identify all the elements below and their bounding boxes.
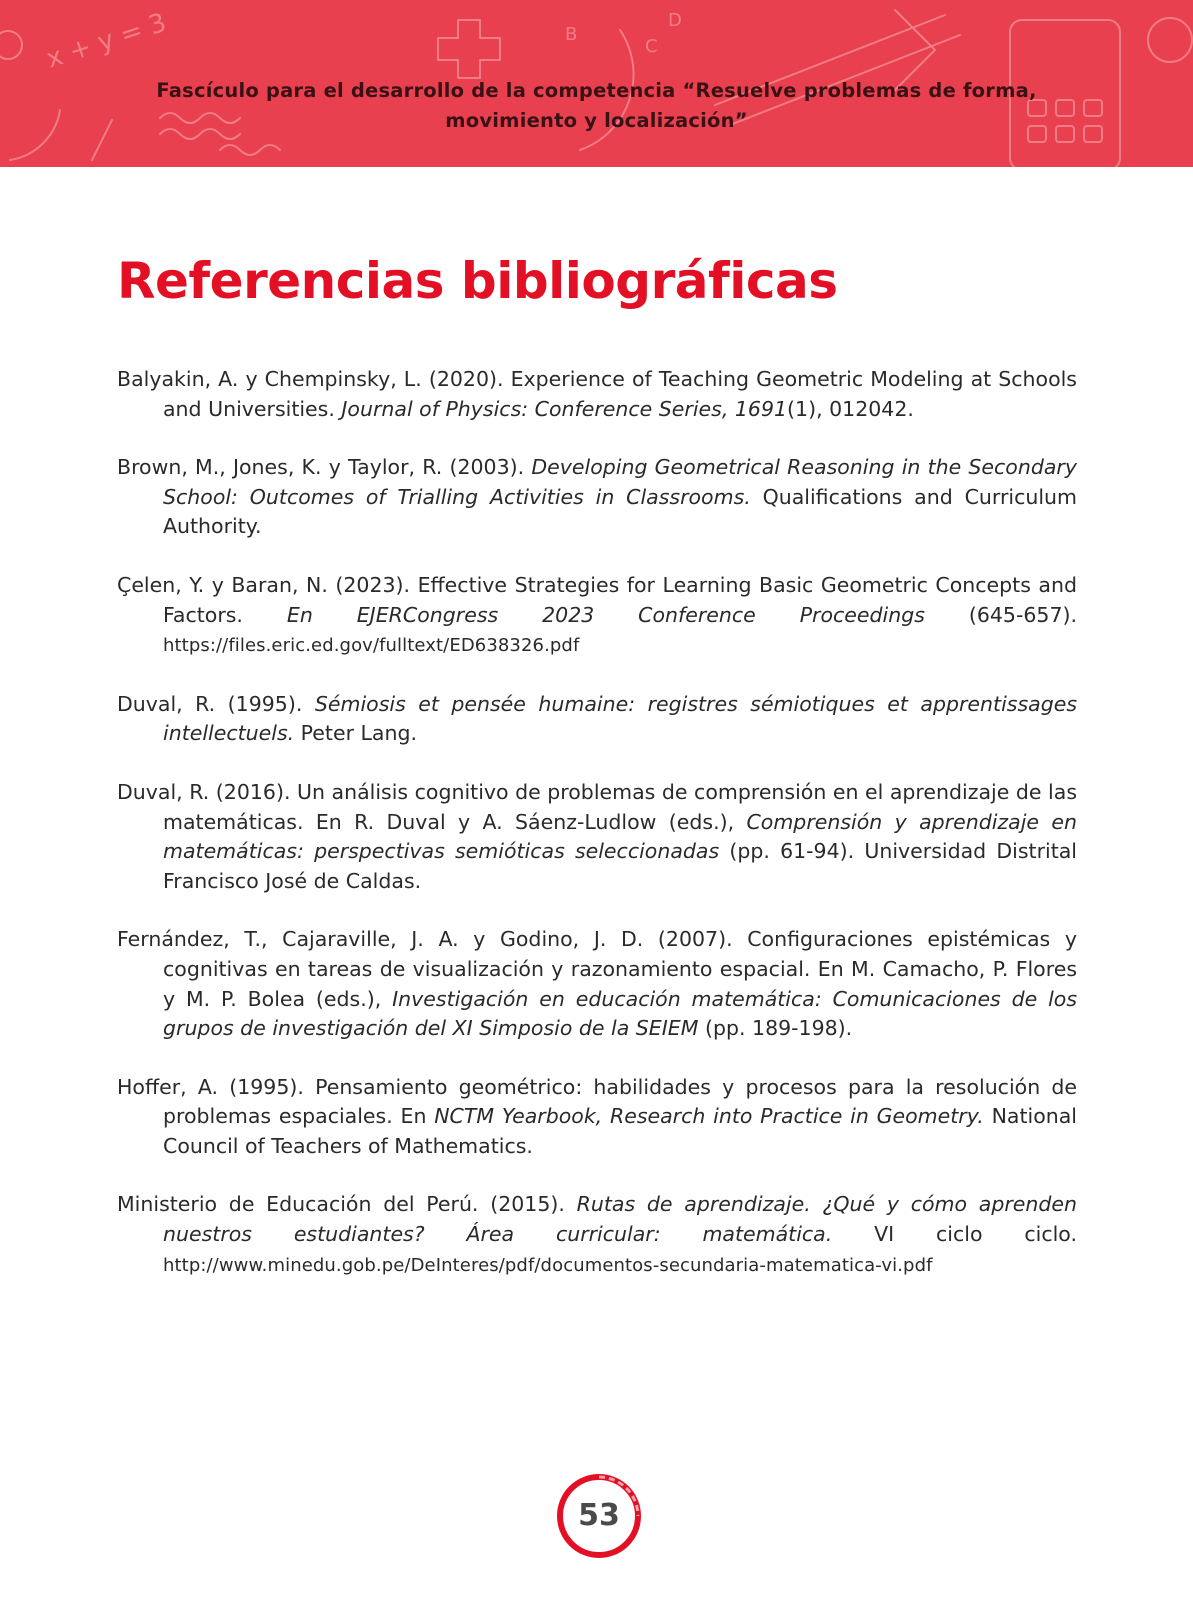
reference-text: (1), 012042. bbox=[787, 396, 914, 421]
reference-text: Fernández, T., Cajaraville, J. A. y Godino, J. D. (2007). Configuraciones epistémicas y cognitivas en tareas de visualización y razonamiento espacial. En M. Camacho, P. Flores y M. P. Bolea (eds.), bbox=[117, 927, 1077, 1011]
reference-text: Duval, R. (1995). bbox=[117, 691, 315, 716]
reference-url-link[interactable]: https://files.eric.ed.gov/fulltext/ED638326.pdf bbox=[163, 635, 580, 657]
reference-text: VI ciclo ciclo. bbox=[832, 1222, 1077, 1247]
wave-doodle bbox=[220, 145, 280, 155]
page-title: Referencias bibliográficas bbox=[117, 252, 838, 310]
reference-italic-text: Developing Geometrical Reasoning in the Secondary School: Outcomes of Trialling Activities in Classrooms. bbox=[163, 455, 1077, 509]
reference-text: Balyakin, A. y Chempinsky, L. (2020). Experience of Teaching Geometric Modeling at Schools and Universities. bbox=[117, 367, 1077, 421]
page-header-banner bbox=[0, 0, 1193, 167]
reference-italic-text: Journal of Physics: Conference Series, 1691 bbox=[341, 396, 788, 421]
reference-italic-text: Sémiosis et pensée humaine: registres sémiotiques et apprentissages intellectuels. bbox=[163, 691, 1077, 746]
reference-url-link[interactable]: http://www.minedu.gob.pe/DeInteres/pdf/documentos-secundaria-matematica-vi.pdf bbox=[163, 1254, 933, 1276]
reference-list bbox=[117, 365, 1077, 1309]
circle-doodle bbox=[0, 31, 22, 59]
reference-text: Brown, M., Jones, K. y Taylor, R. (2003). bbox=[117, 455, 532, 480]
reference-item bbox=[117, 365, 1077, 424]
letter-doodle: D bbox=[668, 10, 682, 31]
fascicle-title-line-1: Fascículo para el desarrollo de la competencia “Resuelve problemas de forma, bbox=[156, 79, 1037, 102]
reference-item bbox=[117, 690, 1077, 749]
letter-doodle: B bbox=[565, 24, 578, 45]
reference-text: National Council of Teachers of Mathematics. bbox=[163, 1104, 1077, 1158]
letter-doodle: C bbox=[645, 36, 658, 57]
reference-text: Duval, R. (2016). Un análisis cognitivo de problemas de comprensión en el aprendizaje de las matemáticas. En R. Duval y A. Sáenz-Ludlow (eds.), bbox=[117, 779, 1077, 834]
equation-doodle: x + y = 3 bbox=[42, 7, 171, 75]
reference-text: Çelen, Y. y Baran, N. (2023). Effective Strategies for Learning Basic Geometric Concepts and Factors. bbox=[117, 572, 1077, 627]
reference-text: Ministerio de Educación del Perú. (2015). bbox=[117, 1192, 577, 1217]
reference-italic-text: Comprensión y aprendizaje en matemáticas: perspectivas semióticas seleccionadas bbox=[163, 809, 1078, 864]
reference-item bbox=[117, 925, 1077, 1043]
reference-item bbox=[117, 453, 1077, 542]
reference-text: (pp. 189-198). bbox=[698, 1016, 853, 1041]
reference-item bbox=[117, 571, 1077, 661]
plus-doodle bbox=[438, 20, 500, 78]
reference-text: Qualifications and Curriculum Authority. bbox=[163, 484, 1077, 539]
reference-item bbox=[117, 778, 1077, 896]
fascicle-title bbox=[0, 76, 1193, 136]
reference-text: Peter Lang. bbox=[294, 721, 418, 746]
circle-doodle bbox=[1148, 18, 1192, 62]
reference-italic-text: NCTM Yearbook, Research into Practice in Geometry. bbox=[434, 1104, 984, 1129]
reference-item bbox=[117, 1190, 1077, 1280]
reference-italic-text: Rutas de aprendizaje. ¿Qué y cómo aprenden nuestros estudiantes? Área curricular: matemática. bbox=[163, 1192, 1077, 1247]
reference-italic-text: En EJERCongress 2023 Conference Proceedings bbox=[286, 602, 925, 627]
page-number-badge bbox=[556, 1473, 642, 1559]
reference-item bbox=[117, 1073, 1077, 1162]
page-number: 53 bbox=[578, 1498, 620, 1533]
reference-italic-text: Investigación en educación matemática: Comunicaciones de los grupos de investigación del XI Simposio de la SEIEM bbox=[163, 986, 1077, 1041]
reference-text: (pp. 61-94). Universidad Distrital Francisco José de Caldas. bbox=[163, 839, 1077, 893]
fascicle-title-line-2: movimiento y localización” bbox=[445, 109, 748, 132]
reference-text: (645-657). bbox=[924, 602, 1077, 627]
reference-text: Hoffer, A. (1995). Pensamiento geométrico: habilidades y procesos para la resolución de problemas espaciales. En bbox=[117, 1074, 1077, 1129]
